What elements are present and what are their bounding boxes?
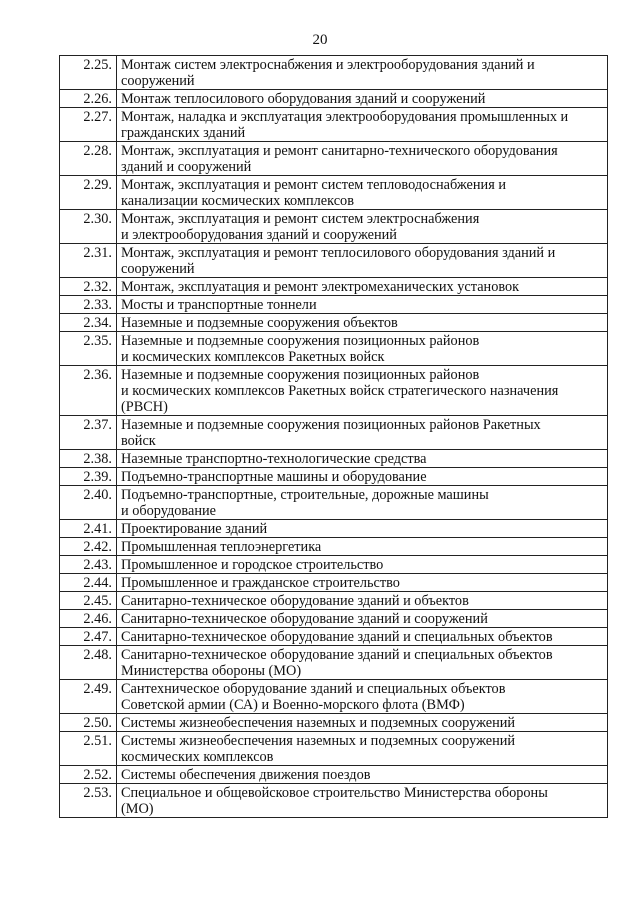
row-number: 2.41. [60,520,117,538]
row-text: Наземные транспортно-технологические средства [117,450,608,468]
table-row [60,314,608,332]
table-row [60,646,608,680]
row-number: 2.47. [60,628,117,646]
row-number: 2.39. [60,468,117,486]
row-number: 2.45. [60,592,117,610]
table-row [60,610,608,628]
row-text: Наземные и подземные сооружения позиционных районов Ракетных войск [117,416,608,450]
row-text: Наземные и подземные сооружения объектов [117,314,608,332]
table-row [60,680,608,714]
table-row [60,366,608,416]
row-number: 2.26. [60,90,117,108]
row-text: Проектирование зданий [117,520,608,538]
row-text: Монтаж, эксплуатация и ремонт теплосилового оборудования зданий и сооружений [117,244,608,278]
row-number: 2.43. [60,556,117,574]
table-row [60,628,608,646]
row-number: 2.51. [60,732,117,766]
row-number: 2.25. [60,56,117,90]
table-row [60,296,608,314]
row-number: 2.48. [60,646,117,680]
table-row [60,468,608,486]
table-row [60,416,608,450]
row-text: Монтаж, наладка и эксплуатация электрооборудования промышленных и гражданских зданий [117,108,608,142]
table-row [60,486,608,520]
row-text: Монтаж, эксплуатация и ремонт электромеханических установок [117,278,608,296]
table-row [60,210,608,244]
row-number: 2.33. [60,296,117,314]
row-number: 2.27. [60,108,117,142]
table-row [60,574,608,592]
row-number: 2.37. [60,416,117,450]
row-number: 2.28. [60,142,117,176]
row-text: Специальное и общевойсковое строительство Министерства обороны (МО) [117,784,608,818]
row-number: 2.42. [60,538,117,556]
row-text: Монтаж, эксплуатация и ремонт систем электроснабжения и электрооборудования зданий и сооружений [117,210,608,244]
row-number: 2.29. [60,176,117,210]
row-text: Санитарно-техническое оборудование зданий и специальных объектов [117,628,608,646]
table-row [60,538,608,556]
row-number: 2.38. [60,450,117,468]
row-number: 2.52. [60,766,117,784]
row-text: Монтаж систем электроснабжения и электрооборудования зданий и сооружений [117,56,608,90]
row-text: Мосты и транспортные тоннели [117,296,608,314]
table-row [60,592,608,610]
row-text: Санитарно-техническое оборудование зданий и специальных объектов Министерства обороны (МО) [117,646,608,680]
row-text: Подъемно-транспортные машины и оборудование [117,468,608,486]
row-number: 2.36. [60,366,117,416]
row-text: Промышленная теплоэнергетика [117,538,608,556]
table-row [60,90,608,108]
row-text: Системы обеспечения движения поездов [117,766,608,784]
table-row [60,520,608,538]
row-number: 2.31. [60,244,117,278]
row-text: Сантехническое оборудование зданий и специальных объектов Советской армии (СА) и Военно-морского флота (ВМФ) [117,680,608,714]
table-row [60,142,608,176]
row-text: Наземные и подземные сооружения позиционных районов и космических комплексов Ракетных войск [117,332,608,366]
row-number: 2.44. [60,574,117,592]
row-number: 2.49. [60,680,117,714]
row-text: Санитарно-техническое оборудование зданий и объектов [117,592,608,610]
table-row [60,714,608,732]
row-text: Промышленное и городское строительство [117,556,608,574]
page-number: 20 [312,32,328,48]
row-text: Монтаж, эксплуатация и ремонт санитарно-технического оборудования зданий и сооружений [117,142,608,176]
specialties-table [59,55,608,818]
row-number: 2.46. [60,610,117,628]
row-text: Санитарно-техническое оборудование зданий и сооружений [117,610,608,628]
table-row [60,732,608,766]
row-text: Наземные и подземные сооружения позиционных районов и космических комплексов Ракетных войск стратегического назначения (РВСН) [117,366,608,416]
table-row [60,244,608,278]
table-body [60,56,608,818]
row-number: 2.50. [60,714,117,732]
table-row [60,766,608,784]
row-text: Монтаж теплосилового оборудования зданий и сооружений [117,90,608,108]
table-row [60,108,608,142]
row-number: 2.40. [60,486,117,520]
row-text: Системы жизнеобеспечения наземных и подземных сооружений космических комплексов [117,732,608,766]
table-row [60,332,608,366]
row-number: 2.34. [60,314,117,332]
table-row [60,56,608,90]
table-row [60,176,608,210]
table-row [60,784,608,818]
row-number: 2.53. [60,784,117,818]
table-row [60,278,608,296]
row-text: Подъемно-транспортные, строительные, дорожные машины и оборудование [117,486,608,520]
row-number: 2.35. [60,332,117,366]
table-row [60,450,608,468]
row-text: Монтаж, эксплуатация и ремонт систем тепловодоснабжения и канализации космических комплексов [117,176,608,210]
row-number: 2.32. [60,278,117,296]
row-text: Промышленное и гражданское строительство [117,574,608,592]
row-text: Системы жизнеобеспечения наземных и подземных сооружений [117,714,608,732]
row-number: 2.30. [60,210,117,244]
table-row [60,556,608,574]
